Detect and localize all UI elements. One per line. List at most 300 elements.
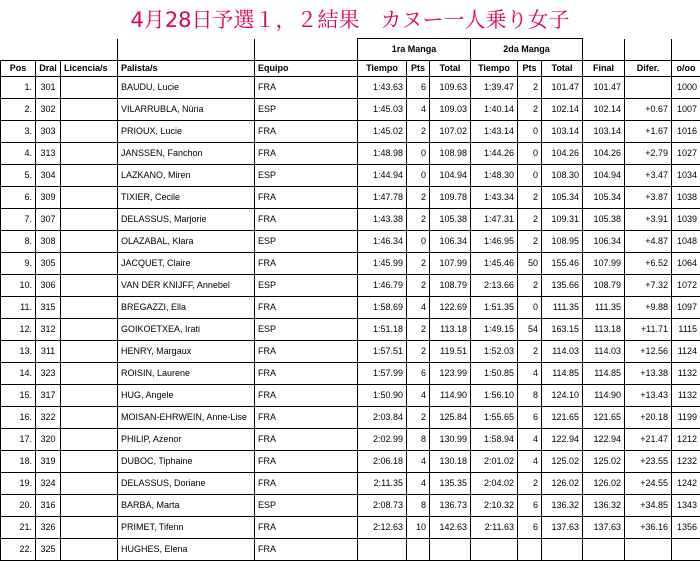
cell-final: 102.14 <box>583 99 625 121</box>
col-pos: Pos <box>1 61 36 77</box>
cell-total-1: 130.99 <box>430 429 471 451</box>
cell-equipo: ESP <box>255 231 358 253</box>
cell-equipo: ESP <box>255 275 358 297</box>
cell-difer: +3.91 <box>625 209 672 231</box>
cell-palista: LAZKANO, Miren <box>118 165 255 187</box>
cell-final: 114.85 <box>583 363 625 385</box>
cell-dral: 326 <box>36 517 61 539</box>
cell-final: 107.99 <box>583 253 625 275</box>
cell-total-1: 109.03 <box>430 99 471 121</box>
cell-licencia <box>61 319 118 341</box>
cell-difer: +36.16 <box>625 517 672 539</box>
cell-palista: PHILIP, Azenor <box>118 429 255 451</box>
cell-palista: GOIKOETXEA, Irati <box>118 319 255 341</box>
table-row <box>1 209 700 231</box>
cell-ooo: 1115 <box>672 319 700 341</box>
cell-pts-1: 0 <box>407 143 430 165</box>
cell-tiempo-2: 1:49.15 <box>471 319 518 341</box>
cell-licencia <box>61 209 118 231</box>
cell-licencia <box>61 363 118 385</box>
cell-ooo: 1212 <box>672 429 700 451</box>
col-pts-2: Pts <box>518 61 542 77</box>
col-equipo: Equipo <box>255 61 358 77</box>
cell-tiempo-1: 2:08.73 <box>358 495 407 517</box>
cell-pts-2: 2 <box>518 209 542 231</box>
cell-difer: +7.32 <box>625 275 672 297</box>
cell-dral: 325 <box>36 539 61 561</box>
cell-total-2: 126.02 <box>542 473 583 495</box>
cell-total-2: 111.35 <box>542 297 583 319</box>
cell-final: 114.03 <box>583 341 625 363</box>
cell-equipo: FRA <box>255 385 358 407</box>
cell-tiempo-2: 1:43.14 <box>471 121 518 143</box>
cell-tiempo-2: 1:51.35 <box>471 297 518 319</box>
cell-licencia <box>61 231 118 253</box>
cell-tiempo-1: 1:45.99 <box>358 253 407 275</box>
cell-pts-2: 0 <box>518 143 542 165</box>
cell-total-2: 137.63 <box>542 517 583 539</box>
cell-pos: 14. <box>1 363 36 385</box>
cell-pts-1: 4 <box>407 451 430 473</box>
cell-ooo: 1242 <box>672 473 700 495</box>
cell-pts-1: 2 <box>407 187 430 209</box>
cell-ooo: 1016 <box>672 121 700 143</box>
cell-total-1: 119.51 <box>430 341 471 363</box>
cell-equipo: FRA <box>255 473 358 495</box>
cell-tiempo-2: 1:56.10 <box>471 385 518 407</box>
cell-ooo: 1356 <box>672 517 700 539</box>
cell-pos: 22. <box>1 539 36 561</box>
cell-final: 104.94 <box>583 165 625 187</box>
cell-tiempo-2: 1:39.47 <box>471 77 518 99</box>
cell-tiempo-1: 2:12.63 <box>358 517 407 539</box>
table-row <box>1 77 700 99</box>
cell-equipo: FRA <box>255 121 358 143</box>
cell-dral: 302 <box>36 99 61 121</box>
cell-licencia <box>61 451 118 473</box>
cell-difer: +20.18 <box>625 407 672 429</box>
cell-final: 108.79 <box>583 275 625 297</box>
cell-ooo: 1199 <box>672 407 700 429</box>
cell-total-1: 104.94 <box>430 165 471 187</box>
cell-total-1: 107.02 <box>430 121 471 143</box>
cell-dral: 312 <box>36 319 61 341</box>
cell-difer: +34.85 <box>625 495 672 517</box>
cell-licencia <box>61 385 118 407</box>
cell-total-1: 122.69 <box>430 297 471 319</box>
cell-tiempo-2: 1:40.14 <box>471 99 518 121</box>
cell-difer <box>625 77 672 99</box>
cell-ooo: 1124 <box>672 341 700 363</box>
cell-licencia <box>61 341 118 363</box>
cell-pts-2: 0 <box>518 121 542 143</box>
cell-final: 136.32 <box>583 495 625 517</box>
cell-total-1: 130.18 <box>430 451 471 473</box>
cell-equipo: FRA <box>255 341 358 363</box>
cell-tiempo-2: 2:10.32 <box>471 495 518 517</box>
cell-final <box>583 539 625 561</box>
cell-pos: 6. <box>1 187 36 209</box>
cell-pos: 13. <box>1 341 36 363</box>
cell-dral: 316 <box>36 495 61 517</box>
cell-pts-2: 6 <box>518 495 542 517</box>
cell-pts-2: 0 <box>518 165 542 187</box>
cell-palista: JACQUET, Claire <box>118 253 255 275</box>
cell-tiempo-2: 2:13.66 <box>471 275 518 297</box>
cell-tiempo-1: 1:50.90 <box>358 385 407 407</box>
cell-total-1: 113.18 <box>430 319 471 341</box>
cell-difer <box>625 539 672 561</box>
cell-difer: +13.38 <box>625 363 672 385</box>
col-final: Final <box>583 61 625 77</box>
cell-total-2: 108.30 <box>542 165 583 187</box>
cell-licencia <box>61 275 118 297</box>
cell-ooo: 1132 <box>672 385 700 407</box>
cell-pts-2: 4 <box>518 451 542 473</box>
table-row <box>1 121 700 143</box>
cell-final: 126.02 <box>583 473 625 495</box>
cell-ooo: 1097 <box>672 297 700 319</box>
cell-dral: 323 <box>36 363 61 385</box>
cell-dral: 308 <box>36 231 61 253</box>
cell-tiempo-2: 2:04.02 <box>471 473 518 495</box>
cell-pts-2 <box>518 539 542 561</box>
cell-total-1: 125.84 <box>430 407 471 429</box>
cell-total-2: 108.95 <box>542 231 583 253</box>
cell-equipo: ESP <box>255 495 358 517</box>
cell-total-1: 108.79 <box>430 275 471 297</box>
table-row <box>1 253 700 275</box>
cell-tiempo-2: 2:11.63 <box>471 517 518 539</box>
cell-palista: PRIMET, Tifenn <box>118 517 255 539</box>
table-row <box>1 231 700 253</box>
cell-ooo <box>672 539 700 561</box>
cell-pts-1: 10 <box>407 517 430 539</box>
cell-tiempo-1: 1:43.63 <box>358 77 407 99</box>
cell-tiempo-1: 1:45.03 <box>358 99 407 121</box>
cell-dral: 303 <box>36 121 61 143</box>
cell-palista: BARBA, Marta <box>118 495 255 517</box>
cell-dral: 324 <box>36 473 61 495</box>
cell-pts-2: 50 <box>518 253 542 275</box>
cell-difer: +1.67 <box>625 121 672 143</box>
cell-licencia <box>61 121 118 143</box>
cell-dral: 313 <box>36 143 61 165</box>
cell-final: 104.26 <box>583 143 625 165</box>
cell-equipo: FRA <box>255 407 358 429</box>
cell-pts-1: 6 <box>407 363 430 385</box>
cell-pts-1: 0 <box>407 231 430 253</box>
cell-pts-2: 2 <box>518 77 542 99</box>
cell-tiempo-1: 1:43.38 <box>358 209 407 231</box>
table-row <box>1 99 700 121</box>
cell-dral: 305 <box>36 253 61 275</box>
cell-palista: ROISIN, Laurene <box>118 363 255 385</box>
cell-tiempo-2 <box>471 539 518 561</box>
cell-ooo: 1232 <box>672 451 700 473</box>
table-row <box>1 275 700 297</box>
cell-licencia <box>61 407 118 429</box>
cell-pts-2: 0 <box>518 297 542 319</box>
cell-difer: +23.55 <box>625 451 672 473</box>
cell-pos: 10. <box>1 275 36 297</box>
cell-dral: 304 <box>36 165 61 187</box>
cell-ooo: 1027 <box>672 143 700 165</box>
col-tiempo-1: Tiempo <box>358 61 407 77</box>
table-row <box>1 143 700 165</box>
cell-pos: 9. <box>1 253 36 275</box>
cell-pos: 16. <box>1 407 36 429</box>
cell-difer: +3.87 <box>625 187 672 209</box>
cell-total-2: 104.26 <box>542 143 583 165</box>
cell-difer: +6.52 <box>625 253 672 275</box>
cell-tiempo-1: 1:46.79 <box>358 275 407 297</box>
cell-tiempo-1: 1:45.02 <box>358 121 407 143</box>
cell-difer: +2.79 <box>625 143 672 165</box>
table-row <box>1 341 700 363</box>
cell-total-2: 103.14 <box>542 121 583 143</box>
cell-dral: 319 <box>36 451 61 473</box>
cell-total-1 <box>430 539 471 561</box>
cell-palista: HUG, Angele <box>118 385 255 407</box>
cell-equipo: FRA <box>255 209 358 231</box>
cell-dral: 320 <box>36 429 61 451</box>
cell-total-2: 105.34 <box>542 187 583 209</box>
cell-final: 103.14 <box>583 121 625 143</box>
cell-licencia <box>61 143 118 165</box>
cell-pts-1: 4 <box>407 385 430 407</box>
cell-final: 106.34 <box>583 231 625 253</box>
table-row <box>1 187 700 209</box>
cell-palista: OLAZABAL, Klara <box>118 231 255 253</box>
cell-ooo: 1072 <box>672 275 700 297</box>
manga1-header: 1ra Manga <box>358 39 471 61</box>
cell-pts-1: 2 <box>407 253 430 275</box>
cell-total-2: 102.14 <box>542 99 583 121</box>
cell-pts-1: 0 <box>407 165 430 187</box>
cell-equipo: FRA <box>255 77 358 99</box>
cell-pts-1: 2 <box>407 121 430 143</box>
cell-palista: DELASSUS, Doriane <box>118 473 255 495</box>
cell-ooo: 1132 <box>672 363 700 385</box>
table-row <box>1 385 700 407</box>
col-dral: Dral <box>36 61 61 77</box>
cell-palista: BAUDU, Lucie <box>118 77 255 99</box>
cell-difer: +13.43 <box>625 385 672 407</box>
col-ooo: o/oo <box>672 61 700 77</box>
cell-licencia <box>61 77 118 99</box>
cell-pts-2: 2 <box>518 341 542 363</box>
cell-ooo: 1000 <box>672 77 700 99</box>
cell-ooo: 1343 <box>672 495 700 517</box>
cell-total-2: 155.46 <box>542 253 583 275</box>
cell-tiempo-2: 2:01.02 <box>471 451 518 473</box>
cell-pos: 7. <box>1 209 36 231</box>
manga2-header: 2da Manga <box>471 39 583 61</box>
table-row <box>1 319 700 341</box>
cell-dral: 317 <box>36 385 61 407</box>
cell-pts-2: 2 <box>518 99 542 121</box>
cell-palista: VAN DER KNIJFF, Annebel <box>118 275 255 297</box>
cell-dral: 307 <box>36 209 61 231</box>
cell-pts-2: 6 <box>518 407 542 429</box>
cell-pts-1: 2 <box>407 407 430 429</box>
cell-equipo: FRA <box>255 451 358 473</box>
cell-total-1: 136.73 <box>430 495 471 517</box>
cell-total-1: 106.34 <box>430 231 471 253</box>
cell-dral: 311 <box>36 341 61 363</box>
cell-pts-1: 8 <box>407 429 430 451</box>
cell-tiempo-2: 1:55.65 <box>471 407 518 429</box>
table-row <box>1 429 700 451</box>
cell-total-1: 135.35 <box>430 473 471 495</box>
table-row <box>1 407 700 429</box>
cell-pos: 11. <box>1 297 36 319</box>
col-pts-1: Pts <box>407 61 430 77</box>
cell-total-1: 108.98 <box>430 143 471 165</box>
cell-tiempo-2: 1:52.03 <box>471 341 518 363</box>
cell-licencia <box>61 495 118 517</box>
cell-ooo: 1038 <box>672 187 700 209</box>
cell-pos: 12. <box>1 319 36 341</box>
cell-pts-1: 4 <box>407 297 430 319</box>
cell-pts-1: 2 <box>407 341 430 363</box>
cell-ooo: 1064 <box>672 253 700 275</box>
cell-difer: +21.47 <box>625 429 672 451</box>
table-row <box>1 165 700 187</box>
cell-dral: 315 <box>36 297 61 319</box>
col-palista: Palista/s <box>118 61 255 77</box>
cell-difer: +24.55 <box>625 473 672 495</box>
cell-licencia <box>61 473 118 495</box>
cell-total-2: 136.32 <box>542 495 583 517</box>
page-title: 4月28日予選１，２結果 カヌー一人乗り女子 <box>0 3 700 37</box>
cell-difer: +3.47 <box>625 165 672 187</box>
cell-tiempo-1: 2:03.84 <box>358 407 407 429</box>
cell-equipo: FRA <box>255 363 358 385</box>
cell-pts-2: 8 <box>518 385 542 407</box>
cell-pts-2: 2 <box>518 473 542 495</box>
cell-tiempo-1: 1:57.99 <box>358 363 407 385</box>
cell-tiempo-1: 1:48.98 <box>358 143 407 165</box>
cell-total-1: 107.99 <box>430 253 471 275</box>
cell-tiempo-2: 1:46.95 <box>471 231 518 253</box>
cell-total-1: 142.63 <box>430 517 471 539</box>
cell-pos: 15. <box>1 385 36 407</box>
cell-palista: TIXIER, Cecile <box>118 187 255 209</box>
cell-pos: 2. <box>1 99 36 121</box>
cell-pos: 17. <box>1 429 36 451</box>
cell-pts-1: 6 <box>407 77 430 99</box>
cell-licencia <box>61 187 118 209</box>
cell-tiempo-2: 1:50.85 <box>471 363 518 385</box>
cell-tiempo-1: 1:58.69 <box>358 297 407 319</box>
cell-final: 105.34 <box>583 187 625 209</box>
cell-tiempo-1: 1:47.78 <box>358 187 407 209</box>
cell-pts-1: 2 <box>407 319 430 341</box>
cell-pts-1: 4 <box>407 473 430 495</box>
cell-tiempo-2: 1:45.46 <box>471 253 518 275</box>
col-licencia: Licencia/s <box>61 61 118 77</box>
cell-licencia <box>61 539 118 561</box>
cell-dral: 301 <box>36 77 61 99</box>
cell-equipo: FRA <box>255 539 358 561</box>
cell-pos: 1. <box>1 77 36 99</box>
cell-total-2: 121.65 <box>542 407 583 429</box>
cell-palista: DELASSUS, Marjorie <box>118 209 255 231</box>
cell-total-1: 109.63 <box>430 77 471 99</box>
cell-final: 114.90 <box>583 385 625 407</box>
cell-tiempo-1 <box>358 539 407 561</box>
cell-pos: 20. <box>1 495 36 517</box>
cell-total-2: 135.66 <box>542 275 583 297</box>
cell-pts-2: 54 <box>518 319 542 341</box>
cell-difer: +11.71 <box>625 319 672 341</box>
cell-ooo: 1039 <box>672 209 700 231</box>
cell-pos: 19. <box>1 473 36 495</box>
results-table <box>0 38 700 561</box>
table-row <box>1 473 700 495</box>
cell-palista: VILARRUBLA, Núria <box>118 99 255 121</box>
cell-pts-1: 8 <box>407 495 430 517</box>
cell-pts-1: 2 <box>407 275 430 297</box>
cell-equipo: FRA <box>255 143 358 165</box>
cell-final: 101.47 <box>583 77 625 99</box>
cell-equipo: FRA <box>255 429 358 451</box>
table-row <box>1 517 700 539</box>
cell-tiempo-1: 2:02.99 <box>358 429 407 451</box>
cell-equipo: FRA <box>255 253 358 275</box>
cell-pts-2: 4 <box>518 429 542 451</box>
cell-total-2: 101.47 <box>542 77 583 99</box>
cell-tiempo-1: 1:44.94 <box>358 165 407 187</box>
cell-licencia <box>61 253 118 275</box>
cell-palista: HENRY, Margaux <box>118 341 255 363</box>
cell-final: 111.35 <box>583 297 625 319</box>
cell-licencia <box>61 429 118 451</box>
cell-palista: DUBOC, Tiphaine <box>118 451 255 473</box>
cell-tiempo-2: 1:48.30 <box>471 165 518 187</box>
header-row <box>1 61 700 77</box>
cell-total-2: 122.94 <box>542 429 583 451</box>
cell-total-1: 105.38 <box>430 209 471 231</box>
cell-total-2: 163.15 <box>542 319 583 341</box>
table-row <box>1 539 700 561</box>
cell-tiempo-2: 1:43.34 <box>471 187 518 209</box>
cell-dral: 309 <box>36 187 61 209</box>
cell-tiempo-1: 1:46.34 <box>358 231 407 253</box>
cell-difer: +9.88 <box>625 297 672 319</box>
cell-palista: PRIOUX, Lucie <box>118 121 255 143</box>
col-tiempo-2: Tiempo <box>471 61 518 77</box>
cell-total-2: 124.10 <box>542 385 583 407</box>
cell-final: 122.94 <box>583 429 625 451</box>
cell-pts-2: 2 <box>518 275 542 297</box>
cell-pts-1: 2 <box>407 209 430 231</box>
cell-licencia <box>61 165 118 187</box>
cell-tiempo-1: 2:11.35 <box>358 473 407 495</box>
cell-dral: 306 <box>36 275 61 297</box>
cell-difer: +4.87 <box>625 231 672 253</box>
cell-equipo: ESP <box>255 165 358 187</box>
cell-final: 121.65 <box>583 407 625 429</box>
cell-total-1: 123.99 <box>430 363 471 385</box>
cell-palista: HUGHES, Elena <box>118 539 255 561</box>
col-difer: Difer. <box>625 61 672 77</box>
cell-equipo: ESP <box>255 99 358 121</box>
cell-pts-2: 6 <box>518 517 542 539</box>
cell-licencia <box>61 99 118 121</box>
